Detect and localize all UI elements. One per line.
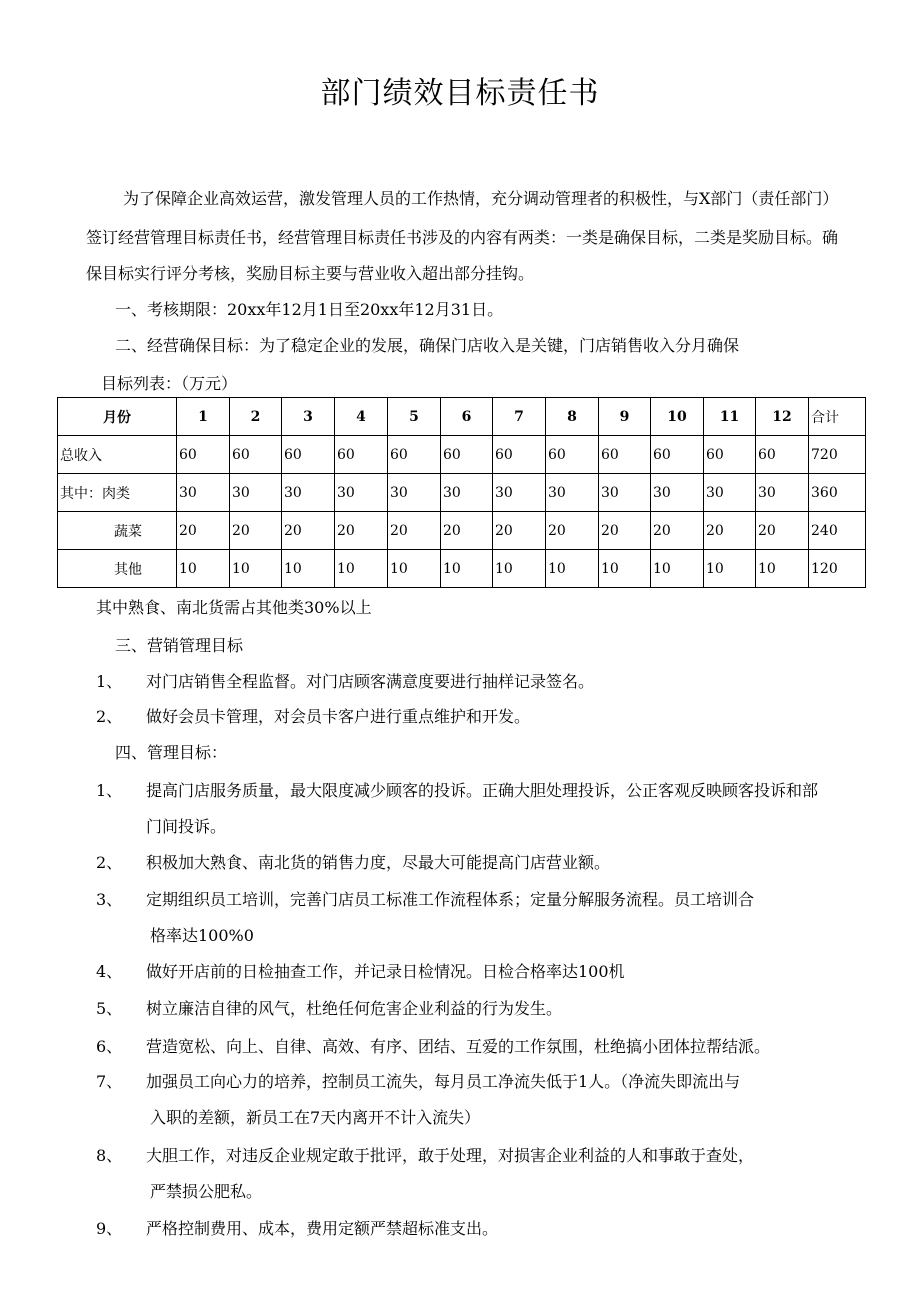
section-4-heading: 四、管理目标： bbox=[115, 743, 228, 762]
list-text-continued: 严禁损公肥私。 bbox=[150, 1182, 263, 1201]
header-cell: 1 bbox=[177, 398, 230, 436]
table-cell-total: 360 bbox=[809, 474, 866, 512]
table-cell-total: 240 bbox=[809, 512, 866, 550]
table-cell: 30 bbox=[335, 474, 388, 512]
table-cell: 60 bbox=[599, 436, 651, 474]
list-item bbox=[96, 999, 562, 1019]
table-cell: 20 bbox=[282, 512, 335, 550]
intro-line-1: 为了保障企业高效运营，激发管理人员的工作热情，充分调动管理者的积极性，与X部门（责任部门） bbox=[123, 189, 839, 208]
list-item bbox=[96, 672, 594, 692]
table-cell: 10 bbox=[493, 550, 546, 588]
row-label: 蔬菜 bbox=[58, 512, 177, 550]
table-cell: 60 bbox=[651, 436, 704, 474]
table-cell: 60 bbox=[388, 436, 441, 474]
table-cell: 10 bbox=[230, 550, 282, 588]
table-cell: 20 bbox=[599, 512, 651, 550]
table-cell: 20 bbox=[230, 512, 282, 550]
list-number: 2、 bbox=[96, 707, 123, 726]
table-cell: 60 bbox=[756, 436, 809, 474]
table-row-other bbox=[58, 550, 866, 588]
list-text: 树立廉洁自律的风气，杜绝任何危害企业利益的行为发生。 bbox=[146, 999, 563, 1018]
table-cell: 60 bbox=[177, 436, 230, 474]
table-cell: 30 bbox=[651, 474, 704, 512]
document-title: 部门绩效目标责任书 bbox=[320, 76, 600, 111]
table-row-meat bbox=[58, 474, 866, 512]
list-item bbox=[96, 1072, 740, 1092]
table-header-row bbox=[58, 398, 866, 436]
table-cell: 60 bbox=[441, 436, 493, 474]
table-cell: 10 bbox=[599, 550, 651, 588]
list-item bbox=[96, 853, 610, 873]
list-item bbox=[96, 1219, 498, 1239]
intro-line-2: 签订经营管理目标责任书，经营管理目标责任书涉及的内容有两类：一类是确保目标，二类是奖励目标。确 bbox=[86, 228, 839, 247]
header-cell: 3 bbox=[282, 398, 335, 436]
table-cell: 30 bbox=[388, 474, 441, 512]
table-cell: 30 bbox=[282, 474, 335, 512]
list-item bbox=[96, 1037, 770, 1057]
table-cell: 10 bbox=[704, 550, 756, 588]
list-text: 营造宽松、向上、自律、高效、有序、团结、互爱的工作氛围，杜绝搞小团体拉帮结派。 bbox=[146, 1037, 771, 1056]
header-total: 合计 bbox=[809, 398, 866, 436]
list-number: 6、 bbox=[96, 1037, 123, 1056]
header-cell: 2 bbox=[230, 398, 282, 436]
header-cell: 9 bbox=[599, 398, 651, 436]
table-cell: 60 bbox=[230, 436, 282, 474]
table-cell-total: 720 bbox=[809, 436, 866, 474]
section-2-goal: 二、经营确保目标：为了稳定企业的发展，确保门店收入是关键，门店销售收入分月确保 bbox=[115, 336, 740, 355]
table-cell: 10 bbox=[177, 550, 230, 588]
row-label: 其他 bbox=[58, 550, 177, 588]
table-cell: 30 bbox=[704, 474, 756, 512]
table-cell: 20 bbox=[441, 512, 493, 550]
list-text-continued: 入职的差额，新员工在7天内离开不计入流失） bbox=[150, 1108, 481, 1127]
targets-table bbox=[57, 397, 866, 588]
list-number: 7、 bbox=[96, 1072, 123, 1091]
table-cell: 30 bbox=[546, 474, 599, 512]
list-text: 大胆工作，对违反企业规定敢于批评，敢于处理，对损害企业利益的人和事敢于查处， bbox=[146, 1146, 755, 1165]
list-number: 2、 bbox=[96, 853, 123, 872]
section-1-period: 一、考核期限：20xx年12月1日至20xx年12月31日。 bbox=[115, 300, 504, 319]
list-text: 定期组织员工培训，完善门店员工标准工作流程体系；定量分解服务流程。员工培训合 bbox=[146, 890, 755, 909]
table-cell-total: 120 bbox=[809, 550, 866, 588]
table-note: 其中熟食、南北货需占其他类30%以上 bbox=[96, 598, 372, 617]
header-cell: 4 bbox=[335, 398, 388, 436]
list-text-continued: 门间投诉。 bbox=[146, 817, 227, 836]
table-cell: 20 bbox=[651, 512, 704, 550]
header-month: 月份 bbox=[58, 398, 177, 436]
list-number: 3、 bbox=[96, 890, 123, 909]
list-item bbox=[96, 781, 818, 801]
list-number: 9、 bbox=[96, 1219, 123, 1238]
table-cell: 20 bbox=[704, 512, 756, 550]
table-cell: 30 bbox=[441, 474, 493, 512]
list-text: 做好会员卡管理，对会员卡客户进行重点维护和开发。 bbox=[146, 707, 531, 726]
header-cell: 6 bbox=[441, 398, 493, 436]
table-cell: 30 bbox=[756, 474, 809, 512]
list-item bbox=[96, 1146, 754, 1166]
list-number: 8、 bbox=[96, 1146, 123, 1165]
table-cell: 60 bbox=[704, 436, 756, 474]
row-label: 其中：肉类 bbox=[58, 474, 177, 512]
list-item bbox=[96, 707, 530, 727]
table-cell: 30 bbox=[493, 474, 546, 512]
table-row-total-income bbox=[58, 436, 866, 474]
list-text: 积极加大熟食、南北货的销售力度，尽最大可能提高门店营业额。 bbox=[146, 853, 611, 872]
list-item bbox=[96, 890, 754, 910]
header-cell: 11 bbox=[704, 398, 756, 436]
table-cell: 20 bbox=[756, 512, 809, 550]
table-cell: 10 bbox=[756, 550, 809, 588]
intro-line-3: 保目标实行评分考核，奖励目标主要与营业收入超出部分挂钩。 bbox=[86, 264, 535, 283]
table-cell: 60 bbox=[282, 436, 335, 474]
table-cell: 30 bbox=[230, 474, 282, 512]
table-cell: 10 bbox=[388, 550, 441, 588]
row-label: 总收入 bbox=[58, 436, 177, 474]
table-cell: 20 bbox=[388, 512, 441, 550]
table-cell: 10 bbox=[335, 550, 388, 588]
header-cell: 5 bbox=[388, 398, 441, 436]
table-cell: 20 bbox=[493, 512, 546, 550]
table-cell: 10 bbox=[546, 550, 599, 588]
list-text: 对门店销售全程监督。对门店顾客满意度要进行抽样记录签名。 bbox=[146, 672, 595, 691]
list-number: 1、 bbox=[96, 672, 123, 691]
section-3-heading: 三、营销管理目标 bbox=[115, 636, 244, 655]
header-cell: 7 bbox=[493, 398, 546, 436]
table-cell: 20 bbox=[177, 512, 230, 550]
table-cell: 30 bbox=[177, 474, 230, 512]
list-number: 1、 bbox=[96, 781, 123, 800]
table-cell: 10 bbox=[441, 550, 493, 588]
header-cell: 10 bbox=[651, 398, 704, 436]
list-number: 5、 bbox=[96, 999, 123, 1018]
table-cell: 20 bbox=[335, 512, 388, 550]
header-cell: 8 bbox=[546, 398, 599, 436]
list-text: 严格控制费用、成本，费用定额严禁超标准支出。 bbox=[146, 1219, 499, 1238]
header-cell: 12 bbox=[756, 398, 809, 436]
list-text: 提高门店服务质量，最大限度减少顾客的投诉。正确大胆处理投诉，公正客观反映顾客投诉和部 bbox=[146, 781, 819, 800]
table-cell: 60 bbox=[546, 436, 599, 474]
table-cell: 10 bbox=[651, 550, 704, 588]
list-text: 加强员工向心力的培养，控制员工流失，每月员工净流失低于1人。（净流失即流出与 bbox=[146, 1072, 741, 1091]
table-cell: 30 bbox=[599, 474, 651, 512]
table-cell: 20 bbox=[546, 512, 599, 550]
list-text: 做好开店前的日检抽查工作，并记录日检情况。日检合格率达100机 bbox=[146, 962, 625, 981]
list-text-continued: 格率达100%0 bbox=[150, 926, 254, 945]
list-number: 4、 bbox=[96, 962, 123, 981]
table-caption: 目标列表：（万元） bbox=[101, 374, 238, 393]
table-cell: 60 bbox=[335, 436, 388, 474]
table-cell: 60 bbox=[493, 436, 546, 474]
table-cell: 10 bbox=[282, 550, 335, 588]
table-row-vegetables bbox=[58, 512, 866, 550]
list-item bbox=[96, 962, 625, 982]
